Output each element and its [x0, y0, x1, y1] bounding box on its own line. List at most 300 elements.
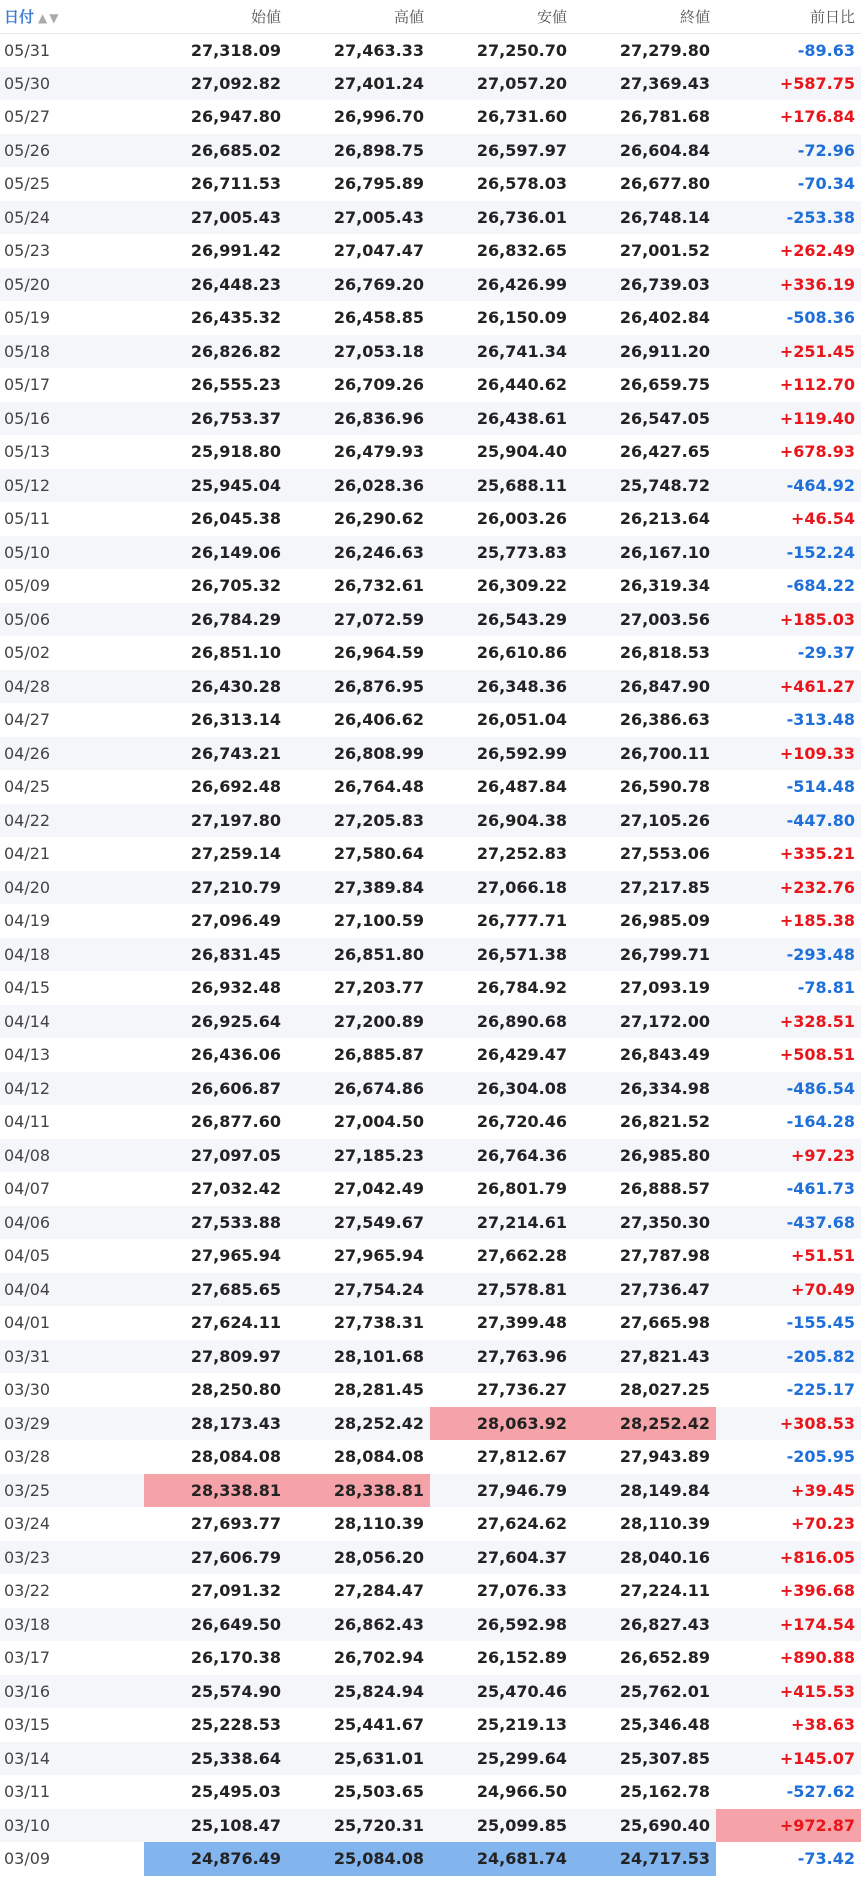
- cell-date: 05/30: [4, 73, 51, 93]
- cell-open: 26,753.37: [190, 408, 281, 428]
- cell-high: 26,674.86: [333, 1078, 424, 1098]
- cell-change: +335.21: [779, 844, 855, 864]
- cell-change: -684.22: [786, 576, 855, 596]
- table-row: [0, 670, 861, 704]
- cell-high: 27,284.47: [333, 1581, 424, 1601]
- cell-date: 03/14: [4, 1748, 51, 1768]
- cell-open: 26,170.38: [190, 1648, 281, 1668]
- cell-open: 26,430.28: [190, 676, 281, 696]
- table-row: [0, 1306, 861, 1340]
- cell-high: 26,479.93: [333, 442, 424, 462]
- cell-date: 05/20: [4, 274, 51, 294]
- cell-open: 27,606.79: [190, 1547, 281, 1567]
- cell-low: 27,214.61: [476, 1212, 567, 1232]
- cell-date: 04/26: [4, 743, 51, 763]
- cell-high: 26,851.80: [333, 944, 424, 964]
- cell-close: 25,346.48: [619, 1715, 710, 1735]
- table-row: [0, 1708, 861, 1742]
- cell-low: 27,057.20: [476, 73, 567, 93]
- cell-high: 27,200.89: [333, 1011, 424, 1031]
- cell-high: 25,720.31: [333, 1815, 424, 1835]
- cell-open: 27,318.09: [190, 40, 281, 60]
- cell-change: -437.68: [786, 1212, 855, 1232]
- cell-change: +70.23: [790, 1514, 855, 1534]
- cell-close: 27,003.56: [619, 609, 710, 629]
- cell-date: 04/12: [4, 1078, 51, 1098]
- cell-change: +119.40: [779, 408, 855, 428]
- table-row: [0, 1206, 861, 1240]
- cell-high: 27,042.49: [333, 1179, 424, 1199]
- cell-change: -527.62: [786, 1782, 855, 1802]
- table-row: [0, 1273, 861, 1307]
- table-row: [0, 201, 861, 235]
- table-row: [0, 268, 861, 302]
- cell-date: 05/31: [4, 40, 51, 60]
- cell-open: 25,495.03: [190, 1782, 281, 1802]
- cell-low: 26,309.22: [476, 576, 567, 596]
- table-row: [0, 134, 861, 168]
- cell-low: 26,578.03: [476, 174, 567, 194]
- cell-close: 27,553.06: [619, 844, 710, 864]
- cell-change: +890.88: [779, 1648, 855, 1668]
- table-row: [0, 1541, 861, 1575]
- cell-high: 27,401.24: [333, 73, 424, 93]
- cell-open: 26,851.10: [190, 643, 281, 663]
- cell-high: 27,965.94: [333, 1246, 424, 1266]
- cell-change: +251.45: [779, 341, 855, 361]
- cell-high: 25,631.01: [333, 1748, 424, 1768]
- cell-close: 26,827.43: [619, 1614, 710, 1634]
- sort-toggle-icon[interactable]: ▲▼: [38, 10, 61, 25]
- cell-high: 28,281.45: [333, 1380, 424, 1400]
- cell-change: +39.45: [790, 1480, 855, 1500]
- cell-date: 05/24: [4, 207, 51, 227]
- table-row: [0, 167, 861, 201]
- cell-low: 27,250.70: [476, 40, 567, 60]
- table-row: [0, 569, 861, 603]
- cell-close: 26,652.89: [619, 1648, 710, 1668]
- cell-high: 28,084.08: [333, 1447, 424, 1467]
- cell-close: 26,985.80: [619, 1145, 710, 1165]
- cell-change: -514.48: [786, 777, 855, 797]
- cell-high: 26,702.94: [333, 1648, 424, 1668]
- cell-change: +415.53: [779, 1681, 855, 1701]
- cell-high: 27,738.31: [333, 1313, 424, 1333]
- cell-close: 27,787.98: [619, 1246, 710, 1266]
- cell-low: 26,487.84: [476, 777, 567, 797]
- cell-close: 27,224.11: [619, 1581, 710, 1601]
- cell-open: 25,108.47: [190, 1815, 281, 1835]
- table-row: [0, 603, 861, 637]
- cell-high: 26,808.99: [333, 743, 424, 763]
- cell-low: 26,543.29: [476, 609, 567, 629]
- cell-date: 04/01: [4, 1313, 51, 1333]
- cell-low: 27,624.62: [476, 1514, 567, 1534]
- cell-high: 25,441.67: [333, 1715, 424, 1735]
- cell-open: 26,932.48: [190, 978, 281, 998]
- cell-low: 25,099.85: [476, 1815, 567, 1835]
- table-row: [0, 234, 861, 268]
- cell-change: -155.45: [786, 1313, 855, 1333]
- cell-date: 05/10: [4, 542, 51, 562]
- cell-open: 27,210.79: [190, 877, 281, 897]
- cell-low: 26,304.08: [476, 1078, 567, 1098]
- cell-high: 27,203.77: [333, 978, 424, 998]
- cell-open: 26,149.06: [190, 542, 281, 562]
- cell-high: 27,754.24: [333, 1279, 424, 1299]
- cell-date: 04/06: [4, 1212, 51, 1232]
- table-row: [0, 435, 861, 469]
- cell-date: 05/26: [4, 140, 51, 160]
- table-row: [0, 837, 861, 871]
- cell-close: 27,350.30: [619, 1212, 710, 1232]
- cell-change: +461.27: [779, 676, 855, 696]
- cell-low: 26,832.65: [476, 241, 567, 261]
- cell-date: 04/20: [4, 877, 51, 897]
- cell-close: 28,110.39: [619, 1514, 710, 1534]
- cell-change: +336.19: [779, 274, 855, 294]
- cell-open: 27,092.82: [190, 73, 281, 93]
- table-row: [0, 1641, 861, 1675]
- cell-change: +816.05: [779, 1547, 855, 1567]
- cell-high: 27,389.84: [333, 877, 424, 897]
- cell-low: 26,764.36: [476, 1145, 567, 1165]
- cell-low: 27,763.96: [476, 1346, 567, 1366]
- cell-high: 26,764.48: [333, 777, 424, 797]
- cell-date: 04/11: [4, 1112, 51, 1132]
- table-row: [0, 703, 861, 737]
- cell-low: 26,429.47: [476, 1045, 567, 1065]
- cell-change: +508.51: [779, 1045, 855, 1065]
- cell-low: 26,051.04: [476, 710, 567, 730]
- cell-open: 27,809.97: [190, 1346, 281, 1366]
- cell-change: -72.96: [797, 140, 855, 160]
- cell-low: 27,578.81: [476, 1279, 567, 1299]
- table-row: [0, 1474, 861, 1508]
- cell-low: 26,003.26: [476, 509, 567, 529]
- cell-high: 27,549.67: [333, 1212, 424, 1232]
- cell-close: 27,943.89: [619, 1447, 710, 1467]
- cell-close: 26,739.03: [619, 274, 710, 294]
- table-row: [0, 636, 861, 670]
- cell-open: 26,435.32: [190, 308, 281, 328]
- cell-high: 26,769.20: [333, 274, 424, 294]
- cell-high: 26,028.36: [333, 475, 424, 495]
- cell-close: 26,843.49: [619, 1045, 710, 1065]
- table-row: [0, 804, 861, 838]
- cell-date: 03/31: [4, 1346, 51, 1366]
- column-header-high[interactable]: 高値: [287, 0, 430, 33]
- cell-close: 28,027.25: [619, 1380, 710, 1400]
- cell-close: 26,818.53: [619, 643, 710, 663]
- cell-low: 26,150.09: [476, 308, 567, 328]
- cell-open: 26,313.14: [190, 710, 281, 730]
- table-row: [0, 33, 861, 67]
- cell-change: +38.63: [790, 1715, 855, 1735]
- cell-low: 25,688.11: [476, 475, 567, 495]
- cell-change: +396.68: [779, 1581, 855, 1601]
- cell-close: 26,334.98: [619, 1078, 710, 1098]
- cell-change: -461.73: [786, 1179, 855, 1199]
- cell-date: 05/02: [4, 643, 51, 663]
- table-row: [0, 770, 861, 804]
- cell-high: 27,005.43: [333, 207, 424, 227]
- cell-open: 27,259.14: [190, 844, 281, 864]
- cell-change: -78.81: [797, 978, 855, 998]
- table-row: [0, 1072, 861, 1106]
- cell-date: 03/25: [4, 1480, 51, 1500]
- cell-change: +145.07: [779, 1748, 855, 1768]
- cell-low: 26,597.97: [476, 140, 567, 160]
- cell-change: -73.42: [797, 1849, 855, 1869]
- cell-open: 26,436.06: [190, 1045, 281, 1065]
- table-row: [0, 67, 861, 101]
- cell-change: -486.54: [786, 1078, 855, 1098]
- cell-open: 26,711.53: [190, 174, 281, 194]
- cell-open: 27,005.43: [190, 207, 281, 227]
- column-header-open[interactable]: 始値: [144, 0, 287, 33]
- table-row: [0, 1038, 861, 1072]
- cell-open: 26,925.64: [190, 1011, 281, 1031]
- cell-date: 03/22: [4, 1581, 51, 1601]
- column-header-change[interactable]: 前日比: [716, 0, 861, 33]
- cell-date: 05/25: [4, 174, 51, 194]
- table-row: [0, 469, 861, 503]
- cell-date: 03/23: [4, 1547, 51, 1567]
- cell-low: 27,946.79: [476, 1480, 567, 1500]
- column-header-date[interactable]: [0, 0, 144, 33]
- cell-open: 28,338.81: [144, 1474, 287, 1508]
- cell-close: 26,547.05: [619, 408, 710, 428]
- cell-low: 27,399.48: [476, 1313, 567, 1333]
- cell-date: 05/19: [4, 308, 51, 328]
- cell-close: 26,319.34: [619, 576, 710, 596]
- cell-date: 04/14: [4, 1011, 51, 1031]
- cell-date: 04/19: [4, 911, 51, 931]
- cell-low: 25,299.64: [476, 1748, 567, 1768]
- table-row: [0, 1608, 861, 1642]
- cell-low: 26,610.86: [476, 643, 567, 663]
- cell-date: 05/27: [4, 107, 51, 127]
- table-row: [0, 971, 861, 1005]
- cell-low: 26,438.61: [476, 408, 567, 428]
- cell-date: 03/24: [4, 1514, 51, 1534]
- cell-high: 26,290.62: [333, 509, 424, 529]
- cell-change: -89.63: [797, 40, 855, 60]
- cell-date: 03/15: [4, 1715, 51, 1735]
- cell-change: -164.28: [786, 1112, 855, 1132]
- cell-low: 26,801.79: [476, 1179, 567, 1199]
- cell-high: 26,795.89: [333, 174, 424, 194]
- cell-open: 27,197.80: [190, 810, 281, 830]
- cell-high: 25,084.08: [287, 1842, 430, 1876]
- cell-change: +308.53: [779, 1413, 855, 1433]
- table-row: [0, 335, 861, 369]
- cell-change: +972.87: [716, 1809, 861, 1843]
- cell-change: -225.17: [786, 1380, 855, 1400]
- table-row: [0, 536, 861, 570]
- cell-close: 28,040.16: [619, 1547, 710, 1567]
- cell-date: 05/06: [4, 609, 51, 629]
- cell-open: 26,705.32: [190, 576, 281, 596]
- cell-open: 28,173.43: [190, 1413, 281, 1433]
- table-row: [0, 502, 861, 536]
- cell-date: 05/17: [4, 375, 51, 395]
- cell-close: 25,162.78: [619, 1782, 710, 1802]
- cell-high: 27,205.83: [333, 810, 424, 830]
- cell-date: 05/16: [4, 408, 51, 428]
- cell-close: 26,985.09: [619, 911, 710, 931]
- cell-high: 26,732.61: [333, 576, 424, 596]
- table-row: [0, 1775, 861, 1809]
- cell-low: 24,966.50: [476, 1782, 567, 1802]
- table-row: [0, 1407, 861, 1441]
- cell-low: 26,777.71: [476, 911, 567, 931]
- cell-low: 26,348.36: [476, 676, 567, 696]
- cell-close: 26,402.84: [619, 308, 710, 328]
- cell-low: 27,252.83: [476, 844, 567, 864]
- cell-open: 27,533.88: [190, 1212, 281, 1232]
- cell-date: 04/21: [4, 844, 51, 864]
- cell-open: 26,448.23: [190, 274, 281, 294]
- cell-high: 26,709.26: [333, 375, 424, 395]
- cell-open: 25,338.64: [190, 1748, 281, 1768]
- cell-change: -464.92: [786, 475, 855, 495]
- cell-close: 27,665.98: [619, 1313, 710, 1333]
- cell-low: 26,426.99: [476, 274, 567, 294]
- table-row: [0, 1005, 861, 1039]
- cell-open: 26,877.60: [190, 1112, 281, 1132]
- table-row: [0, 1440, 861, 1474]
- cell-close: 27,093.19: [619, 978, 710, 998]
- table-row: [0, 402, 861, 436]
- cell-change: +185.38: [779, 911, 855, 931]
- cell-low: 26,592.99: [476, 743, 567, 763]
- cell-close: 25,762.01: [619, 1681, 710, 1701]
- cell-high: 28,110.39: [333, 1514, 424, 1534]
- cell-date: 05/09: [4, 576, 51, 596]
- cell-close: 27,821.43: [619, 1346, 710, 1366]
- cell-high: 27,053.18: [333, 341, 424, 361]
- cell-high: 25,503.65: [333, 1782, 424, 1802]
- cell-open: 25,574.90: [190, 1681, 281, 1701]
- table-row: [0, 301, 861, 335]
- cell-date: 03/11: [4, 1782, 51, 1802]
- cell-high: 26,836.96: [333, 408, 424, 428]
- cell-high: 28,101.68: [333, 1346, 424, 1366]
- cell-open: 26,045.38: [190, 509, 281, 529]
- cell-high: 27,185.23: [333, 1145, 424, 1165]
- table-header-row: [0, 0, 861, 33]
- table-row: [0, 904, 861, 938]
- cell-open: 26,831.45: [190, 944, 281, 964]
- cell-open: 27,624.11: [190, 1313, 281, 1333]
- cell-close: 26,659.75: [619, 375, 710, 395]
- cell-date: 05/23: [4, 241, 51, 261]
- cell-date: 03/30: [4, 1380, 51, 1400]
- column-header-close[interactable]: 終値: [573, 0, 716, 33]
- cell-open: 26,826.82: [190, 341, 281, 361]
- cell-low: 26,741.34: [476, 341, 567, 361]
- cell-close: 26,590.78: [619, 777, 710, 797]
- cell-change: +70.49: [790, 1279, 855, 1299]
- cell-high: 27,072.59: [333, 609, 424, 629]
- cell-close: 26,427.65: [619, 442, 710, 462]
- cell-date: 05/12: [4, 475, 51, 495]
- cell-close: 26,604.84: [619, 140, 710, 160]
- cell-low: 26,440.62: [476, 375, 567, 395]
- cell-high: 26,862.43: [333, 1614, 424, 1634]
- cell-open: 25,228.53: [190, 1715, 281, 1735]
- cell-open: 26,991.42: [190, 241, 281, 261]
- cell-high: 27,463.33: [333, 40, 424, 60]
- cell-change: +262.49: [779, 241, 855, 261]
- cell-low: 26,890.68: [476, 1011, 567, 1031]
- table-row: [0, 1675, 861, 1709]
- cell-change: +185.03: [779, 609, 855, 629]
- cell-close: 28,252.42: [573, 1407, 716, 1441]
- cell-close: 26,386.63: [619, 710, 710, 730]
- cell-low: 26,571.38: [476, 944, 567, 964]
- cell-change: +112.70: [779, 375, 855, 395]
- cell-date: 04/25: [4, 777, 51, 797]
- cell-date: 04/15: [4, 978, 51, 998]
- table-body: [0, 33, 861, 1876]
- cell-close: 26,821.52: [619, 1112, 710, 1132]
- table-row: [0, 1239, 861, 1273]
- table-row: [0, 1742, 861, 1776]
- cell-date: 04/27: [4, 710, 51, 730]
- cell-date: 04/13: [4, 1045, 51, 1065]
- cell-close: 27,279.80: [619, 40, 710, 60]
- cell-date: 04/28: [4, 676, 51, 696]
- cell-open: 25,918.80: [190, 442, 281, 462]
- cell-close: 27,172.00: [619, 1011, 710, 1031]
- cell-high: 26,458.85: [333, 308, 424, 328]
- table-row: [0, 1139, 861, 1173]
- cell-low: 28,063.92: [430, 1407, 573, 1441]
- table-row: [0, 100, 861, 134]
- cell-high: 26,246.63: [333, 542, 424, 562]
- cell-open: 26,606.87: [190, 1078, 281, 1098]
- cell-change: -205.95: [786, 1447, 855, 1467]
- cell-open: 28,084.08: [190, 1447, 281, 1467]
- cell-change: +678.93: [779, 442, 855, 462]
- cell-high: 27,100.59: [333, 911, 424, 931]
- cell-change: -253.38: [786, 207, 855, 227]
- cell-open: 27,032.42: [190, 1179, 281, 1199]
- cell-change: +51.51: [790, 1246, 855, 1266]
- table-row: [0, 1809, 861, 1843]
- cell-open: 27,965.94: [190, 1246, 281, 1266]
- table-row: [0, 871, 861, 905]
- column-header-low[interactable]: 安値: [430, 0, 573, 33]
- cell-close: 25,690.40: [619, 1815, 710, 1835]
- cell-close: 26,677.80: [619, 174, 710, 194]
- cell-close: 26,911.20: [619, 341, 710, 361]
- cell-low: 27,736.27: [476, 1380, 567, 1400]
- cell-change: +109.33: [779, 743, 855, 763]
- cell-change: -508.36: [786, 308, 855, 328]
- cell-low: 27,604.37: [476, 1547, 567, 1567]
- cell-high: 26,876.95: [333, 676, 424, 696]
- cell-high: 27,047.47: [333, 241, 424, 261]
- cell-low: 24,681.74: [430, 1842, 573, 1876]
- cell-date: 04/05: [4, 1246, 51, 1266]
- cell-close: 28,149.84: [619, 1480, 710, 1500]
- cell-date: 04/08: [4, 1145, 51, 1165]
- cell-high: 25,824.94: [333, 1681, 424, 1701]
